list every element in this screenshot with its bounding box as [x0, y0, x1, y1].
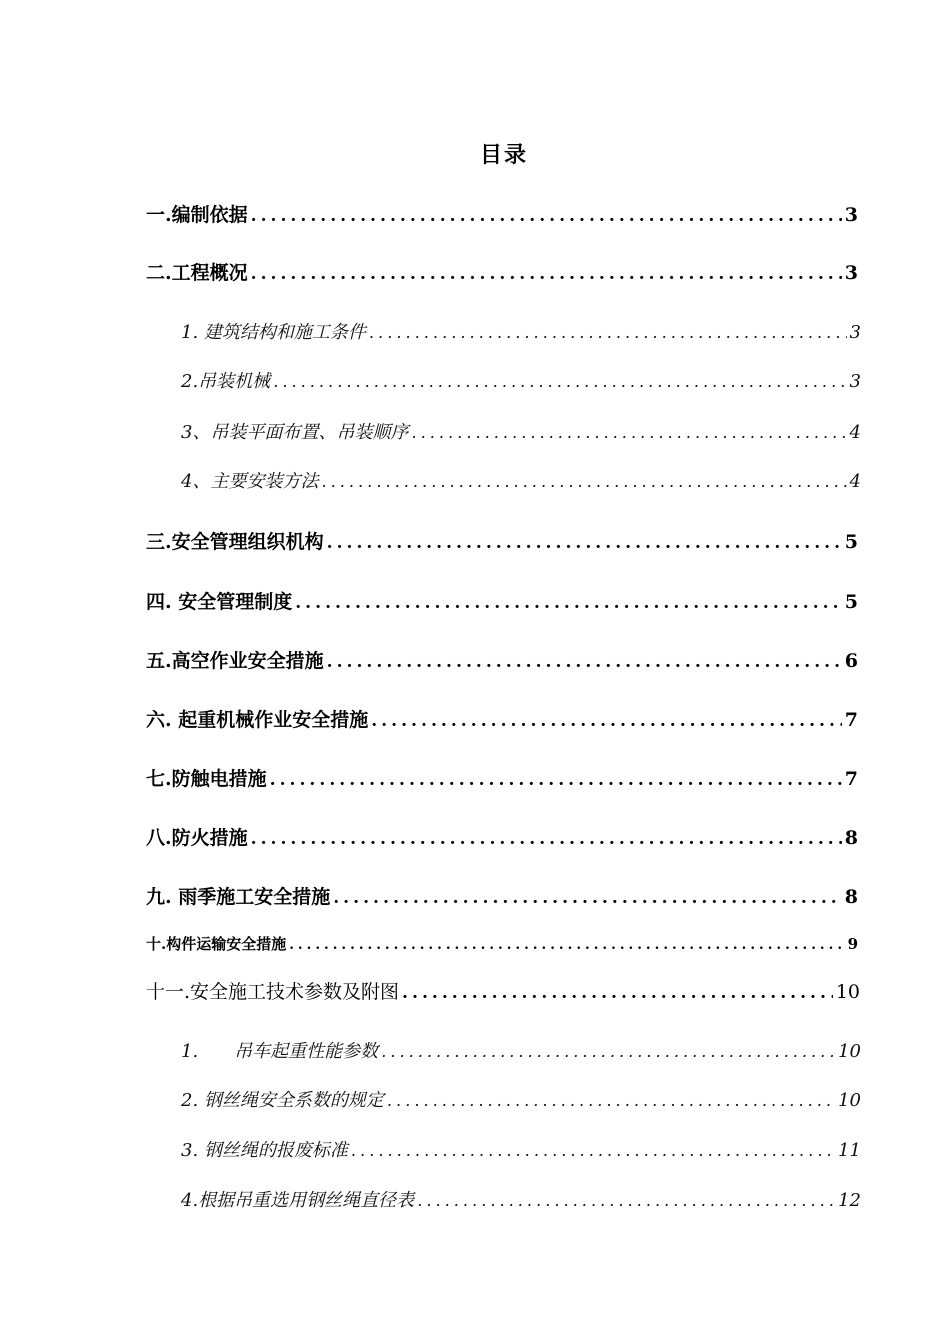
toc-page-number: 8	[844, 886, 858, 908]
toc-leader-dots	[251, 829, 842, 849]
toc-page-number: 10	[838, 1041, 861, 1062]
toc-leader-dots	[270, 770, 842, 790]
toc-leader-dots	[351, 1141, 835, 1160]
toc-entry-label: 1. 建筑结构和施工条件	[181, 322, 366, 343]
toc-entry-label: 九. 雨季施工安全措施	[146, 886, 331, 908]
toc-leader-dots	[251, 264, 842, 284]
toc-entry[interactable]	[146, 200, 858, 227]
toc-leader-dots	[289, 937, 844, 953]
toc-page-number: 3	[849, 322, 861, 343]
toc-page-number: 12	[838, 1190, 861, 1211]
toc-leader-dots	[411, 423, 846, 442]
toc-entry-label: 四. 安全管理制度	[146, 591, 293, 613]
toc-page-number: 8	[844, 827, 858, 849]
toc-page-number: 3	[849, 371, 861, 392]
toc-subentry[interactable]	[181, 318, 861, 344]
toc-entry[interactable]	[146, 882, 858, 909]
toc-leader-dots	[273, 372, 846, 391]
toc-entry[interactable]	[146, 933, 858, 954]
toc-subentry[interactable]	[181, 1037, 861, 1063]
toc-page-number: 3	[844, 204, 858, 226]
toc-subentry[interactable]	[181, 367, 861, 393]
toc-entry[interactable]	[146, 527, 858, 554]
toc-entry[interactable]	[146, 705, 858, 732]
toc-entry[interactable]	[146, 646, 858, 673]
toc-entry-label: 十一.安全施工技术参数及附图	[146, 981, 400, 1003]
toc-leader-dots	[333, 888, 842, 908]
toc-subentry[interactable]	[181, 1186, 861, 1212]
toc-entry-text: 吊车起重性能参数	[234, 1041, 379, 1062]
toc-page-number: 10	[838, 1090, 861, 1111]
toc-leader-dots	[327, 652, 842, 672]
toc-title: 目录	[479, 142, 528, 168]
toc-leader-dots	[369, 323, 847, 342]
toc-leader-dots	[381, 1042, 835, 1061]
toc-entry-label: 2.吊装机械	[181, 371, 271, 392]
toc-entry-label: 4、主要安装方法	[181, 471, 319, 492]
toc-entry-label: 六. 起重机械作业安全措施	[146, 709, 369, 731]
toc-subentry[interactable]	[181, 1086, 861, 1112]
toc-subentry[interactable]	[181, 1136, 861, 1162]
toc-leader-dots	[371, 711, 842, 731]
toc-leader-dots	[402, 983, 833, 1003]
toc-page-number: 11	[838, 1140, 861, 1161]
toc-entry-label: 3、吊装平面布置、吊装顺序	[181, 422, 409, 443]
toc-entry[interactable]	[146, 823, 858, 850]
toc-entry-label: 3. 钢丝绳的报废标准	[181, 1140, 348, 1161]
toc-leader-dots	[327, 533, 842, 553]
toc-entry[interactable]	[146, 587, 858, 614]
toc-subentry[interactable]	[181, 418, 861, 444]
toc-entry-label: 八.防火措施	[146, 827, 248, 849]
toc-entry-number: 1.	[181, 1041, 199, 1062]
toc-entry-label: 一.编制依据	[146, 204, 248, 226]
toc-leader-dots	[295, 593, 842, 613]
toc-entry-label: 十.构件运输安全措施	[146, 935, 287, 953]
toc-entry[interactable]	[146, 258, 858, 285]
toc-entry-label: 五.高空作业安全措施	[146, 650, 324, 672]
toc-entry-label: 二.工程概况	[146, 262, 248, 284]
toc-leader-dots	[387, 1091, 835, 1110]
toc-page-number: 3	[844, 262, 858, 284]
toc-page-number: 9	[847, 935, 858, 953]
toc-entry-label: 三.安全管理组织机构	[146, 531, 324, 553]
toc-page-number: 7	[844, 709, 858, 731]
toc-leader-dots	[417, 1191, 835, 1210]
toc-entry-label: 4.根据吊重选用钢丝绳直径表	[181, 1190, 415, 1211]
toc-page-number: 6	[844, 650, 858, 672]
toc-page-number: 5	[844, 591, 858, 613]
toc-leader-dots	[321, 472, 846, 491]
toc-page-number: 5	[844, 531, 858, 553]
toc-page-number: 4	[849, 471, 861, 492]
toc-leader-dots	[251, 206, 842, 226]
toc-subentry[interactable]	[181, 467, 861, 493]
toc-entry-label: 七.防触电措施	[146, 768, 267, 790]
toc-entry[interactable]	[146, 977, 860, 1004]
toc-entry-label: 2. 钢丝绳安全系数的规定	[181, 1090, 384, 1111]
toc-entry[interactable]	[146, 764, 858, 791]
toc-page-number: 7	[844, 768, 858, 790]
toc-entry-label	[181, 1037, 378, 1063]
toc-page-number: 10	[835, 981, 860, 1003]
toc-page-number: 4	[849, 422, 861, 443]
